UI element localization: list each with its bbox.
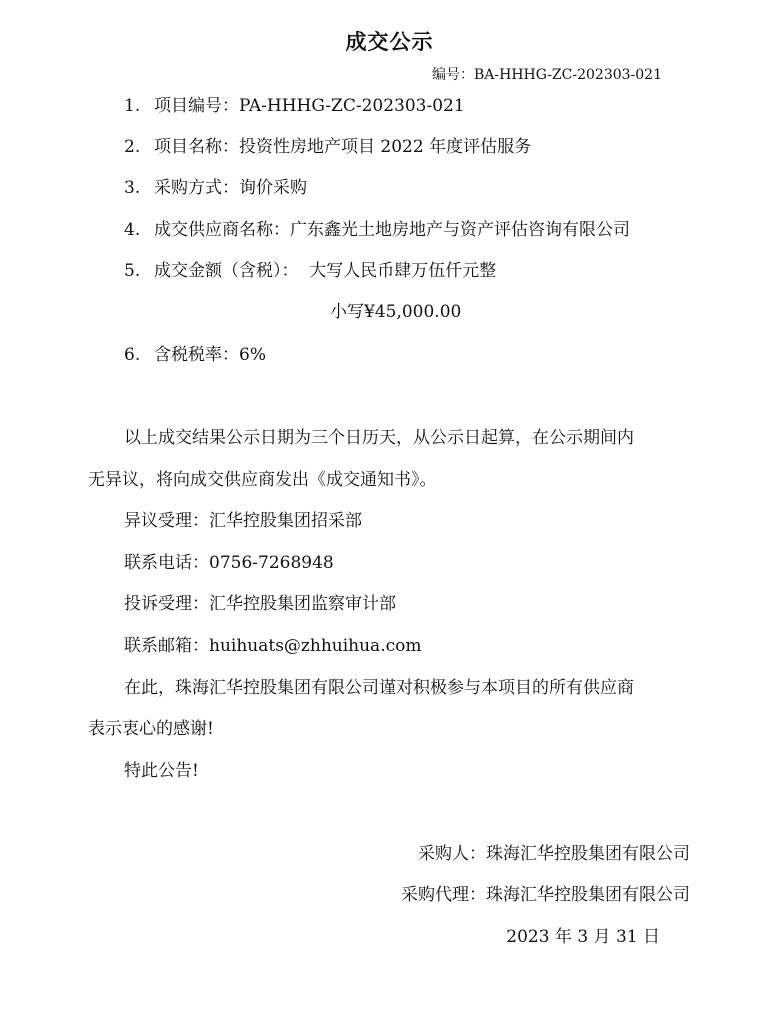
closing-text: 特此公告!	[124, 761, 199, 781]
thanks-paragraph-line: 在此，珠海汇华控股集团有限公司谨对积极参与本项目的所有供应商	[124, 678, 634, 698]
item-text: 采购方式：询价采购	[154, 178, 307, 198]
notice-paragraph-line: 以上成交结果公示日期为三个日历天，从公示日起算，在公示期间内	[124, 428, 634, 448]
list-item	[124, 96, 465, 116]
item-text: 成交供应商名称：广东鑫光土地房地产与资产评估咨询有限公司	[154, 220, 630, 240]
thanks-paragraph-line: 表示衷心的感谢!	[88, 719, 214, 739]
objection-contact: 异议受理：汇华控股集团招采部	[124, 511, 362, 531]
list-item	[124, 345, 266, 365]
list-item	[124, 137, 531, 157]
item-text: 成交金额（含税）： 大写人民币肆万伍仟元整	[154, 261, 497, 281]
signature-date: 2023 年 3 月 31 日	[506, 927, 660, 947]
item-number: 4.	[124, 220, 141, 240]
list-item	[124, 220, 630, 240]
item-text: 项目编号：PA-HHHG-ZC-202303-021	[154, 96, 465, 116]
purchaser-signature: 采购人：珠海汇华控股集团有限公司	[418, 844, 690, 864]
item-number: 3.	[124, 178, 141, 198]
complaint-contact: 投诉受理：汇华控股集团监察审计部	[124, 594, 396, 614]
item-number: 5.	[124, 261, 141, 281]
list-item	[124, 178, 307, 198]
item-number: 6.	[124, 345, 141, 365]
item-text: 项目名称：投资性房地产项目 2022 年度评估服务	[154, 137, 532, 157]
document-title: 成交公示	[345, 29, 434, 54]
item-text: 含税税率：6%	[154, 345, 266, 365]
item-number: 2.	[124, 137, 141, 157]
amount-small: 小写¥45,000.00	[330, 302, 462, 322]
notice-paragraph-line: 无异议，将向成交供应商发出《成交通知书》。	[88, 470, 437, 490]
document-number: 编号：BA-HHHG-ZC-202303-021	[432, 67, 662, 83]
list-item	[124, 261, 496, 281]
item-number: 1.	[124, 96, 141, 116]
phone-contact: 联系电话：0756-7268948	[124, 553, 334, 573]
agent-signature: 采购代理：珠海汇华控股集团有限公司	[401, 885, 690, 905]
email-contact: 联系邮箱：huihuats@zhhuihua.com	[124, 636, 422, 656]
